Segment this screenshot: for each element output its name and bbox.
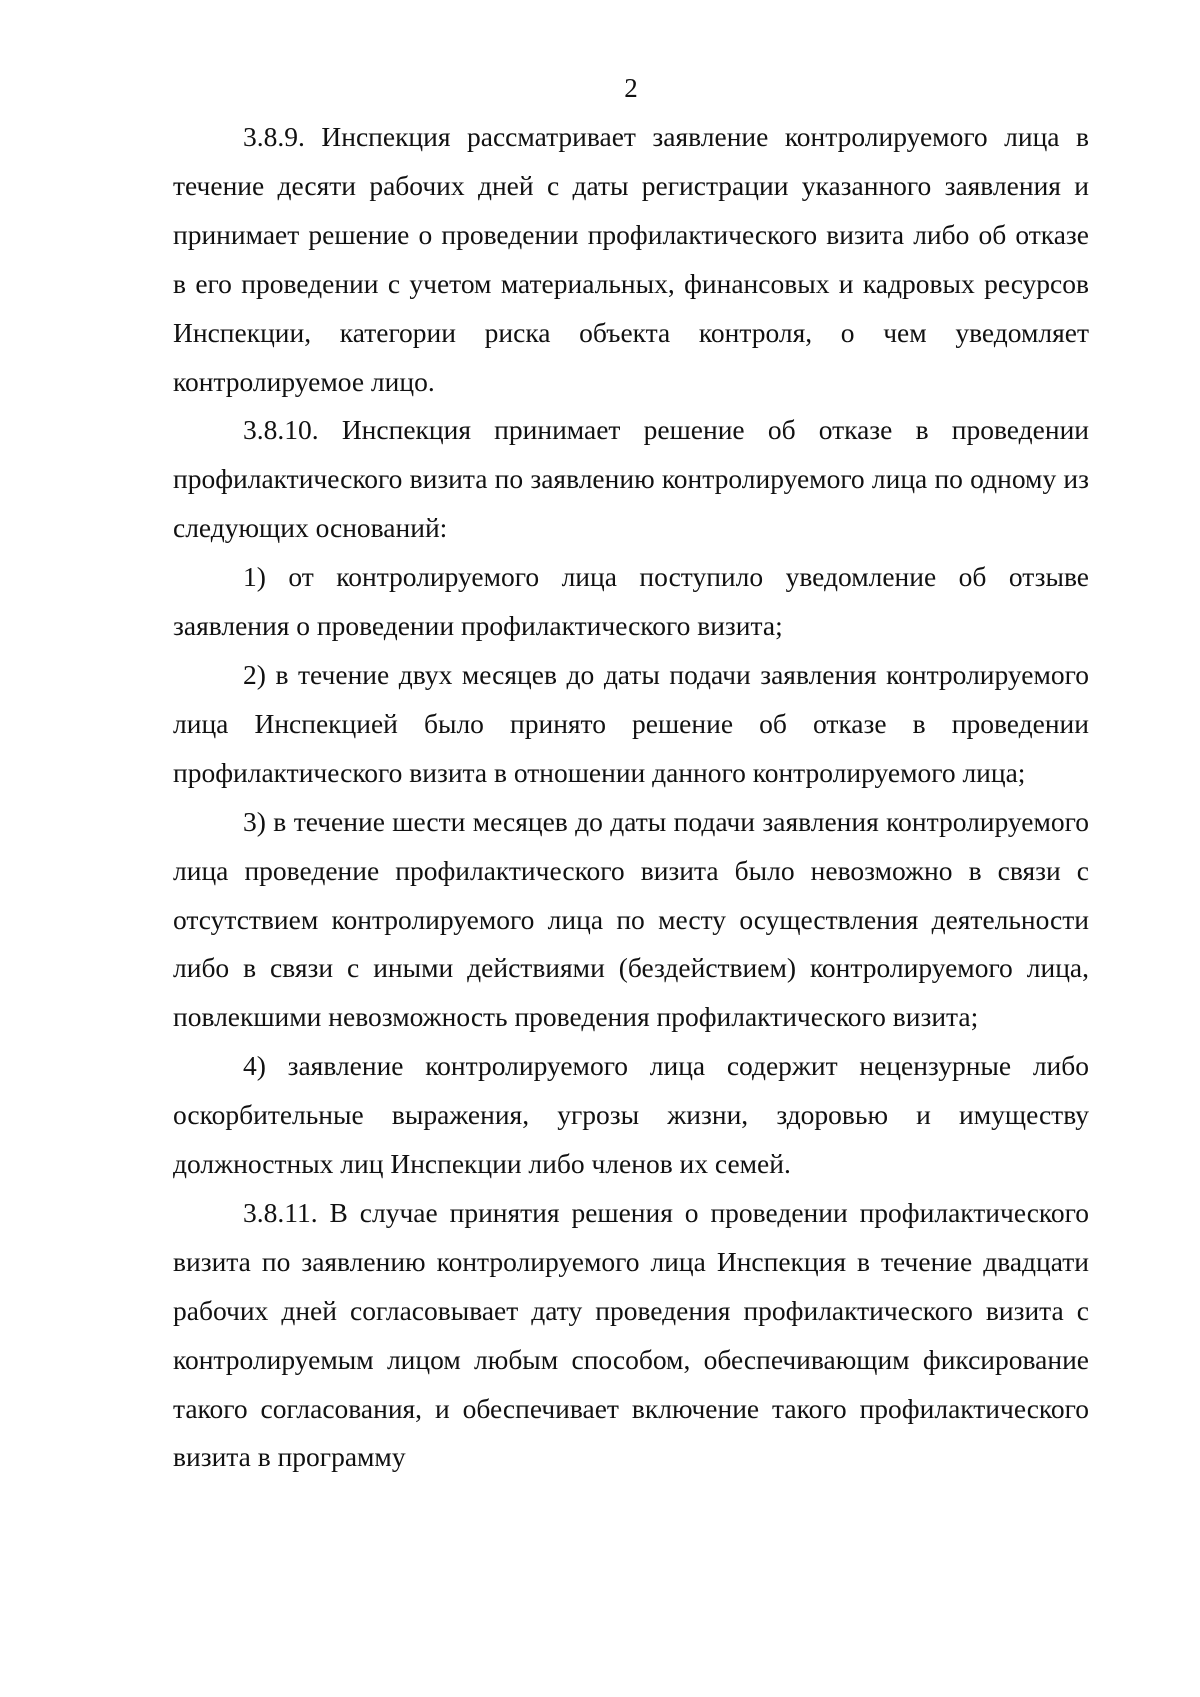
paragraph-3-8-10: 3.8.10. Инспекция принимает решение об отказе в проведении профилактического визита по заявлению контролируемого лица по одному из следующих оснований: [173,414,1089,544]
document-body [173,113,1089,1482]
list-item-4: 4) заявление контролируемого лица содержит нецензурные либо оскорбительные выражения, угрозы жизни, здоровью и имуществу должностных лиц Инспекции либо членов их семей. [173,1050,1089,1180]
paragraph-3-8-9: 3.8.9. Инспекция рассматривает заявление контролируемого лица в течение десяти рабочих дней с даты регистрации указанного заявления и принимает решение о проведении профилактического визита либо об отказе в его проведении с учетом материальных, финансовых и кадровых ресурсов Инспекции, категории риска объекта контроля, о чем уведомляет контролируемое лицо. [173,121,1089,397]
list-item-2: 2) в течение двух месяцев до даты подачи заявления контролируемого лица Инспекцией было принято решение об отказе в проведении профилактического визита в отношении данного контролируемого лица; [173,658,1089,788]
paragraph-3-8-11: 3.8.11. В случае принятия решения о проведении профилактического визита по заявлению контролируемого лица Инспекция в течение двадцати рабочих дней согласовывает дату проведения профилактического визита с контролируемым лицом любым способом, обеспечивающим фиксирование такого согласования, и обеспечивает включение такого профилактического визита в программу [173,1196,1089,1473]
list-item-3: 3) в течение шести месяцев до даты подачи заявления контролируемого лица проведение профилактического визита было невозможно в связи с отсутствием контролируемого лица по месту осуществления деятельности либо в связи с иными действиями (бездействием) контролируемого лица, повлекшими невозможность проведения профилактического визита; [173,805,1089,1033]
list-item-1: 1) от контролируемого лица поступило уведомление об отзыве заявления о проведении профилактического визита; [173,561,1089,642]
page-number: 2 [624,73,638,103]
